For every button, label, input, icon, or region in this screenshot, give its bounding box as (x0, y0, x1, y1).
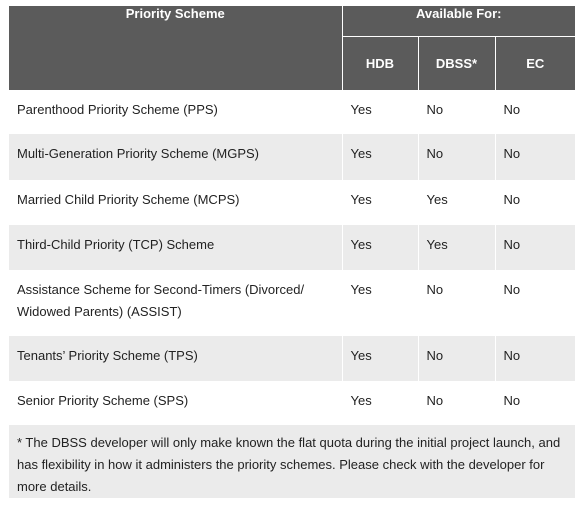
table-row (9, 381, 575, 425)
table-row (9, 90, 575, 134)
priority-scheme-table (9, 6, 575, 498)
table-row (9, 336, 575, 381)
dbss-cell: Yes (418, 225, 495, 270)
header-available-for: Available For: (342, 6, 575, 37)
ec-cell: No (495, 336, 575, 381)
header-ec: EC (495, 37, 575, 91)
dbss-cell: Yes (418, 180, 495, 225)
ec-cell: No (495, 225, 575, 270)
header-hdb: HDB (342, 37, 418, 91)
footnote-text: * The DBSS developer will only make known the flat quota during the initial project launch, and has flexibility in how it administers the priority schemes. Please check with the developer for more details. (9, 425, 575, 498)
header-dbss: DBSS* (418, 37, 495, 91)
dbss-cell: No (418, 90, 495, 134)
scheme-name-cell: Assistance Scheme for Second-Timers (Divorced/ Widowed Parents) (ASSIST) (9, 270, 342, 336)
priority-scheme-table-container (9, 6, 575, 498)
dbss-cell: No (418, 270, 495, 336)
table-row (9, 270, 575, 336)
hdb-cell: Yes (342, 225, 418, 270)
ec-cell: No (495, 134, 575, 180)
ec-cell: No (495, 270, 575, 336)
header-priority-scheme: Priority Scheme (9, 6, 342, 90)
dbss-cell: No (418, 381, 495, 425)
scheme-name-cell: Tenants’ Priority Scheme (TPS) (9, 336, 342, 381)
hdb-cell: Yes (342, 180, 418, 225)
hdb-cell: Yes (342, 270, 418, 336)
hdb-cell: Yes (342, 336, 418, 381)
table-row (9, 180, 575, 225)
dbss-cell: No (418, 134, 495, 180)
ec-cell: No (495, 90, 575, 134)
table-row (9, 134, 575, 180)
scheme-name-cell: Third-Child Priority (TCP) Scheme (9, 225, 342, 270)
hdb-cell: Yes (342, 90, 418, 134)
ec-cell: No (495, 381, 575, 425)
ec-cell: No (495, 180, 575, 225)
scheme-name-cell: Multi-Generation Priority Scheme (MGPS) (9, 134, 342, 180)
table-row (9, 225, 575, 270)
scheme-name-cell: Parenthood Priority Scheme (PPS) (9, 90, 342, 134)
dbss-cell: No (418, 336, 495, 381)
footnote-row (9, 425, 575, 498)
hdb-cell: Yes (342, 134, 418, 180)
scheme-name-cell: Senior Priority Scheme (SPS) (9, 381, 342, 425)
hdb-cell: Yes (342, 381, 418, 425)
scheme-name-cell: Married Child Priority Scheme (MCPS) (9, 180, 342, 225)
